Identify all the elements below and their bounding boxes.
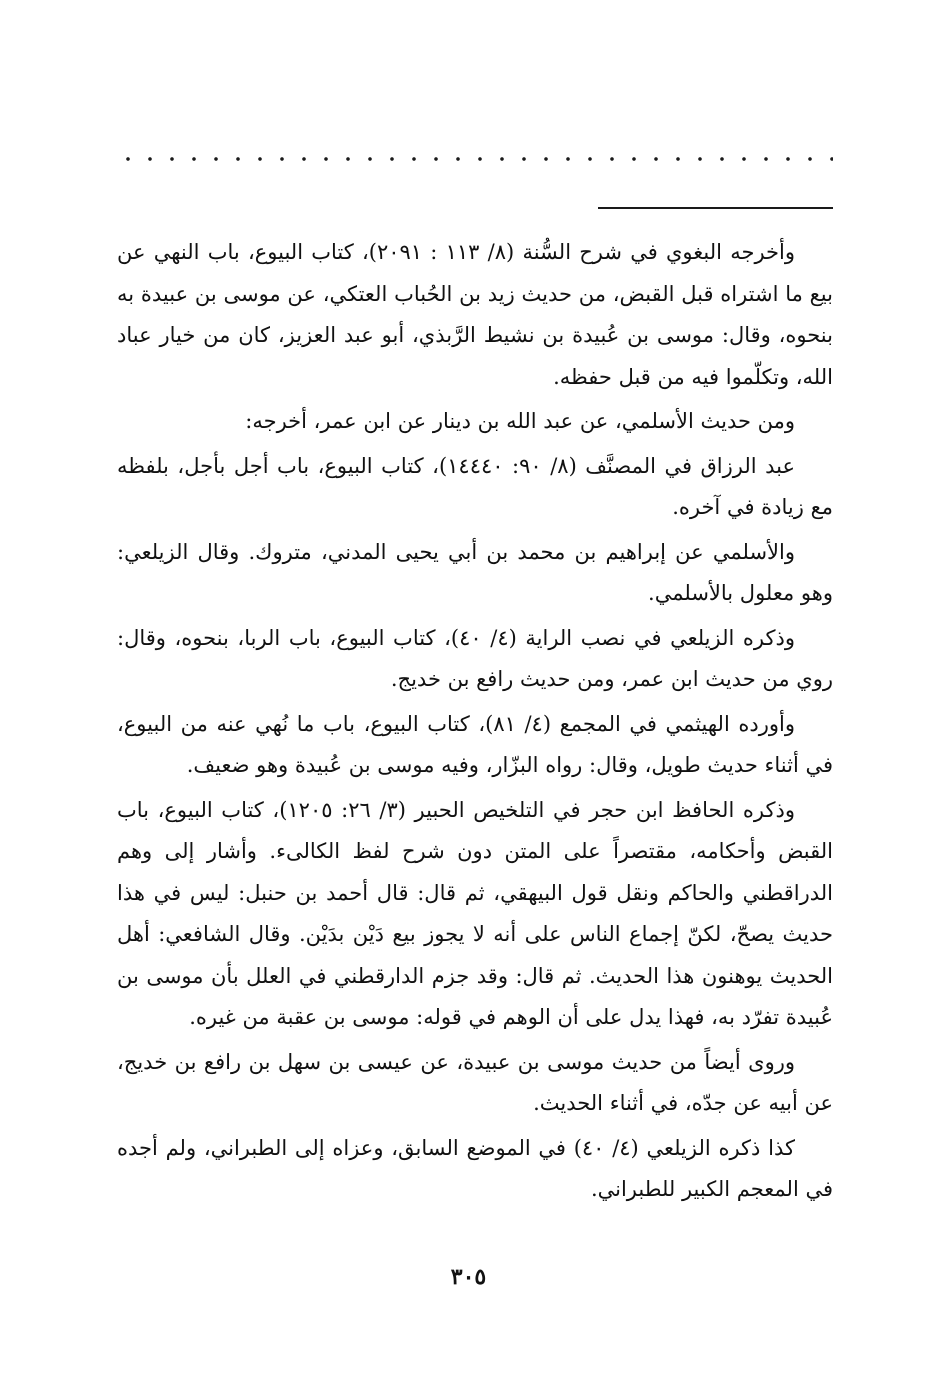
dotted-separator [117,156,833,162]
footnote-text-block [117,232,833,1214]
footnote-separator-line [598,207,833,209]
paragraph: وذكره الحافظ ابن حجر في التلخيص الحبير (٣/ ٢٦: ١٢٠٥)، كتاب البيوع، باب القبض وأحكامه، مقتصراً على المتن دون شرح لفظ الكالىء. وأشار إلى وهم الدراقطني والحاكم ونقل قول البيهقي، ثم قال: قال أحمد بن حنبل: ليس في هذا حديث يصحّ، لكنّ إجماع الناس على أنه لا يجوز بيع دَيْن بدَيْن. وقال الشافعي: أهل الحديث يوهنون هذا الحديث. ثم قال: وقد جزم الدارقطني في العلل بأن موسى بن عُبيدة تفرّد به، فهذا يدل على أن الوهم في قوله: موسى بن عقبة من غيره. [117,797,833,1029]
paragraph: والأسلمي عن إبراهيم بن محمد بن أبي يحيى المدني، متروك. وقال الزيلعي: وهو معلول بالأسلمي. [117,539,833,605]
paragraph: عبد الرزاق في المصنَّف (٨/ ٩٠: ١٤٤٤٠)، كتاب البيوع، باب أجل بأجل، بلفظه مع زيادة في آخره. [117,453,833,519]
page-number: ٣٠٥ [450,1264,487,1290]
paragraph: كذا ذكره الزيلعي (٤/ ٤٠) في الموضع السابق، وعزاه إلى الطبراني، ولم أجده في المعجم الكبير للطبراني. [117,1135,833,1201]
paragraph: ومن حديث الأسلمي، عن عبد الله بن دينار عن ابن عمر، أخرجه: [245,409,795,433]
paragraph: وأورده الهيثمي في المجمع (٤/ ٨١)، كتاب البيوع، باب ما نُهي عنه من البيوع، في أثناء حديث طويل، وقال: رواه البزّار، وفيه موسى بن عُبيدة وهو ضعيف. [117,711,833,777]
paragraph: وروى أيضاً من حديث موسى بن عبيدة، عن عيسى بن سهل بن رافع بن خديج، عن أبيه عن جدّه، في أثناء الحديث. [117,1049,833,1115]
paragraph: وأخرجه البغوي في شرح السُّنة (٨/ ١١٣ : ٢٠٩١)، كتاب البيوع، باب النهي عن بيع ما اشتراه قبل القبض، من حديث زيد بن الحُباب العتكي، عن موسى بن عبيدة به بنحوه، وقال: موسى بن عُبيدة بن نشيط الرَّبذي، أبو عبد العزيز، كان من خيار عباد الله، وتكلّموا فيه من قبل حفظه. [117,240,833,389]
paragraph: وذكره الزيلعي في نصب الراية (٤/ ٤٠)، كتاب البيوع، باب الربا، بنحوه، وقال: روي من حديث ابن عمر، ومن حديث رافع بن خديج. [117,625,833,691]
